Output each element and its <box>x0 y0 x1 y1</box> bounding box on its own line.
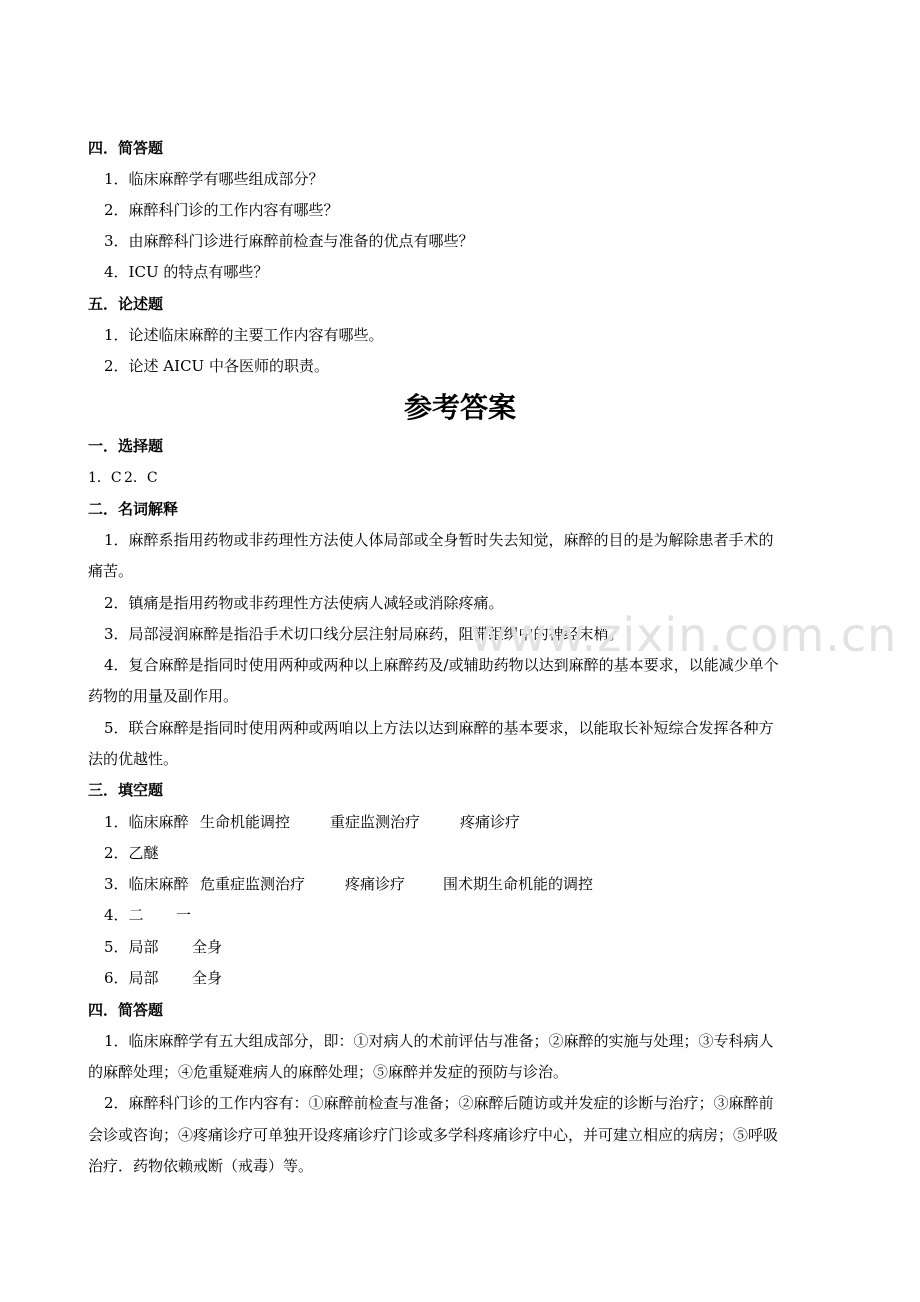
question-item: 4．ICU 的特点有哪些？ <box>104 263 269 281</box>
section-heading: 四．简答题 <box>88 1001 164 1019</box>
fill-answer-row <box>104 874 920 894</box>
section-heading: 五．论述题 <box>88 295 164 313</box>
paragraph-line: 1．临床麻醉学有五大组成部分，即：①对病人的术前评估与准备；②麻醉的实施与处理；③专科病人 <box>104 1032 774 1050</box>
fill-answer-row <box>104 937 920 957</box>
fill-answer: 重症监测治疗 <box>330 813 421 831</box>
fill-answer: 疼痛诊疗 <box>345 875 406 893</box>
question-item: 1．论述临床麻醉的主要工作内容有哪些。 <box>104 326 384 344</box>
paragraph-line: 5．联合麻醉是指同时使用两种或两咱以上方法以达到麻醉的基本要求，以能取长补短综合发挥各种方 <box>104 719 774 737</box>
watermark: www.zixin.com.cn <box>470 608 898 662</box>
question-item: 3．由麻醉科门诊进行麻醉前检查与准备的优点有哪些？ <box>104 232 474 250</box>
fill-answer: 6．局部 <box>104 969 159 987</box>
paragraph-line: 4．复合麻醉是指同时使用两种或两种以上麻醉药及/或辅助药物以达到麻醉的基本要求，以能减少单个 <box>104 656 779 674</box>
answers-title: 参考答案 <box>403 391 516 424</box>
section-heading: 三．填空题 <box>88 781 164 799</box>
paragraph-line: 的麻醉处理；④危重疑难病人的麻醉处理；⑤麻醉并发症的预防与诊治。 <box>88 1063 569 1081</box>
fill-answer: 3．临床麻醉 <box>104 875 189 893</box>
fill-answer: 全身 <box>192 969 223 987</box>
question-item: 1．临床麻醉学有哪些组成部分？ <box>104 170 324 188</box>
paragraph-line: 2．麻醉科门诊的工作内容有：①麻醉前检查与准备；②麻醉后随访或并发症的诊断与治疗；③麻醉前 <box>104 1094 774 1112</box>
fill-answer: 1．临床麻醉 <box>104 813 189 831</box>
paragraph-line: 药物的用量及副作用。 <box>88 687 239 705</box>
fill-answer-row <box>104 812 920 832</box>
paragraph-line: 3．局部浸润麻醉是指沿手术切口线分层注射局麻药，阻滞组织中的神经末梢。 <box>104 625 624 643</box>
section-heading: 二．名词解释 <box>88 500 179 518</box>
fill-answer-row <box>104 843 920 863</box>
fill-answer-row <box>104 905 920 925</box>
fill-answer: 危重症监测治疗 <box>200 875 306 893</box>
paragraph-line: 法的优越性。 <box>88 750 179 768</box>
fill-answer-row <box>104 968 920 988</box>
fill-answer: 2．乙醚 <box>104 844 159 862</box>
section-heading: 一．选择题 <box>88 437 164 455</box>
fill-answer: 全身 <box>192 938 223 956</box>
fill-answer: 5．局部 <box>104 938 159 956</box>
fill-answer: 围术期生命机能的调控 <box>443 875 594 893</box>
choice-answer: 1．C <box>88 470 122 486</box>
question-item: 2．麻醉科门诊的工作内容有哪些？ <box>104 201 339 219</box>
choice-answers <box>88 468 920 488</box>
paragraph-line: 会诊或咨询；④疼痛诊疗可单独开设疼痛诊疗门诊或多学科疼痛诊疗中心，并可建立相应的病房；⑤呼吸 <box>88 1126 779 1144</box>
paragraph-line: 2．镇痛是指用药物或非药理性方法使病人减轻或消除疼痛。 <box>104 594 504 612</box>
paragraph-line: 治疗．药物依赖戒断（戒毒）等。 <box>88 1157 314 1175</box>
paragraph-line: 痛苦。 <box>88 562 134 580</box>
paragraph-line: 1．麻醉系指用药物或非药理性方法使人体局部或全身暂时失去知觉，麻醉的目的是为解除患者手术的 <box>104 531 774 549</box>
fill-answer: 一 <box>176 906 192 924</box>
section-heading: 四．简答题 <box>88 139 164 157</box>
choice-answer: 2．C <box>124 470 158 486</box>
fill-answer: 疼痛诊疗 <box>460 813 521 831</box>
question-item: 2．论述 AICU 中各医师的职责。 <box>104 357 329 375</box>
fill-answer: 生命机能调控 <box>200 813 291 831</box>
fill-answer: 4．二 <box>104 906 144 924</box>
